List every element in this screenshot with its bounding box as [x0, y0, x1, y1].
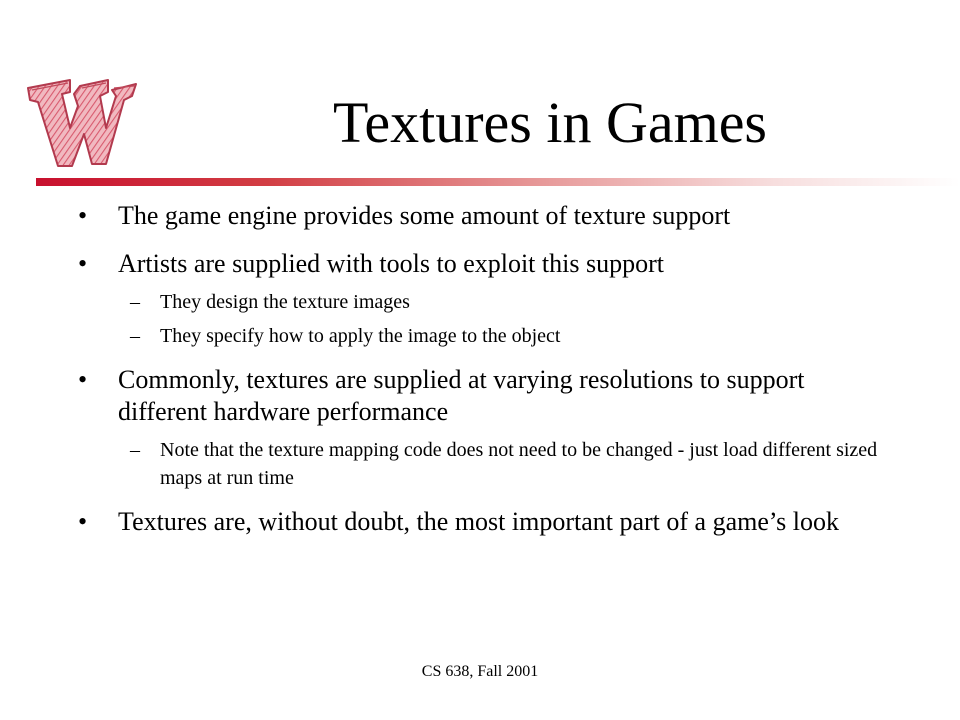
sub-bullet-text: They design the texture images: [160, 291, 410, 313]
bullet-glyph: •: [78, 507, 88, 536]
slide-footer: CS 638, Fall 2001: [421, 663, 539, 680]
bullet-glyph: •: [78, 365, 88, 394]
sub-bullet-item: [78, 288, 878, 316]
bullet-item: [78, 200, 878, 232]
bullet-text: Artists are supplied with tools to exploit this support: [118, 249, 664, 278]
sub-bullet-text: They specify how to apply the image to the object: [160, 325, 561, 347]
dash-glyph: –: [130, 291, 140, 313]
bullet-text: Commonly, textures are supplied at varying resolutions to support different hardware performance: [118, 365, 805, 426]
dash-glyph: –: [130, 439, 140, 461]
dash-glyph: –: [130, 325, 140, 347]
w-logo-icon: [22, 66, 142, 176]
bullet-item: [78, 506, 878, 538]
sub-bullet-item: [78, 436, 878, 492]
title-divider: [36, 178, 960, 186]
sub-bullet-item: [78, 322, 878, 350]
bullet-text: Textures are, without doubt, the most important part of a game’s look: [118, 507, 839, 536]
bullet-text: The game engine provides some amount of texture support: [118, 201, 731, 230]
bullet-item: [78, 248, 878, 280]
bullet-glyph: •: [78, 249, 88, 278]
sub-bullet-text: Note that the texture mapping code does not need to be changed - just load different sized maps at run time: [160, 439, 878, 489]
bullet-list: [78, 200, 878, 554]
bullet-item: [78, 364, 878, 428]
slide-title: Textures in Games: [332, 90, 768, 155]
bullet-glyph: •: [78, 201, 88, 230]
